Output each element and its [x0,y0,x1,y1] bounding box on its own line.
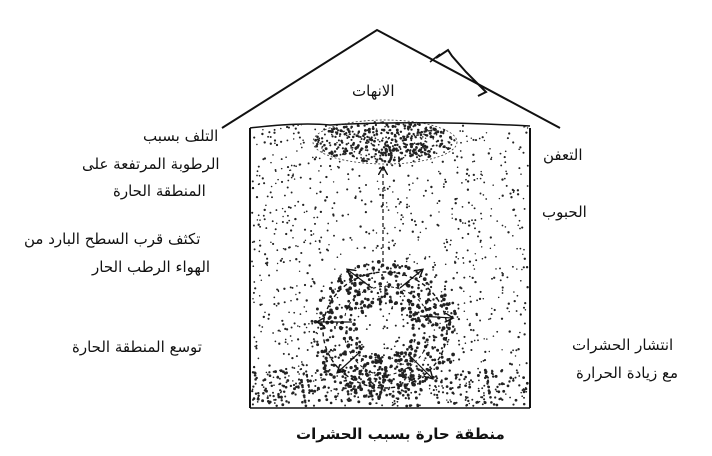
hot-zone-caption: منطقة حارة بسبب الحشرات [296,425,505,443]
roof [222,30,560,128]
mold-label: التعفن [543,146,583,164]
condense-label-2: الهواء الرطب الحار [92,258,211,276]
damage-label-1: التلف بسبب [143,127,219,145]
grain-dots [251,123,529,407]
insects-label-1: انتشار الحشرات [572,336,674,354]
damage-label-2: الرطوبة المرتفعة على [82,155,220,173]
damage-label-3: المنطقة الحارة [113,182,206,200]
insects-label-2: مع زيادة الحرارة [576,364,679,382]
condense-label-1: تكثف قرب السطح البارد من [24,230,201,248]
expansion-arrows [318,270,452,378]
grain-surface [250,123,530,128]
roof-vent [436,50,486,96]
roof-label: الانهات [352,82,395,100]
grain-label: الحبوب [542,203,587,221]
expand-label: توسع المنطقة الحارة [72,338,202,356]
